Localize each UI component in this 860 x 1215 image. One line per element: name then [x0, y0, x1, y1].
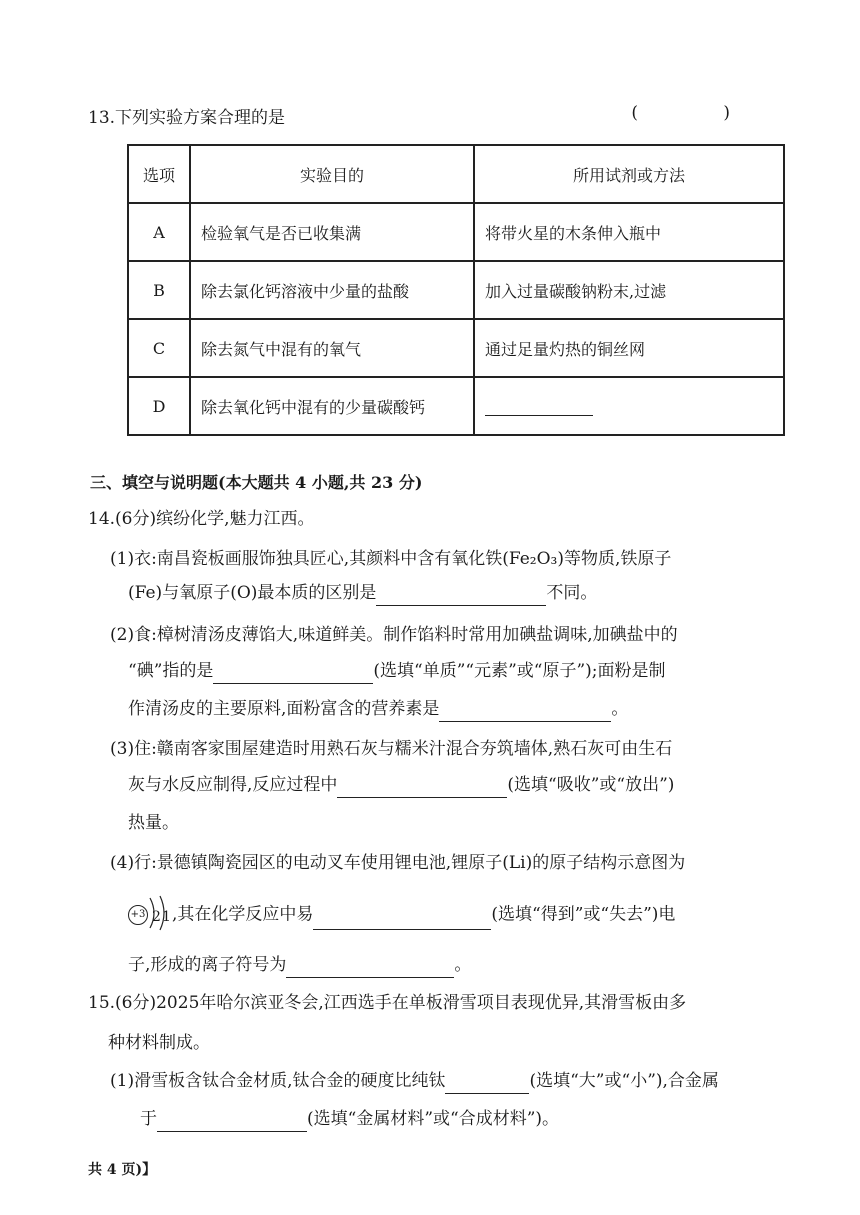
text: (选填“得到”或“失去”)电	[491, 904, 676, 925]
text: 不同。	[546, 583, 598, 603]
text: (选填“大”或“小”),合金属	[529, 1071, 719, 1091]
table-header-row	[128, 145, 784, 203]
text: 灰与水反应制得,反应过程中	[128, 775, 338, 795]
purpose-cell: 除去氧化钙中混有的少量碳酸钙	[190, 377, 474, 435]
text: 。	[611, 699, 629, 719]
q15-part1-line1	[110, 1068, 719, 1094]
table-row	[128, 261, 784, 319]
q14-part2-line2	[128, 658, 666, 684]
answer-blank[interactable]	[286, 957, 454, 978]
option-letter: D	[128, 377, 190, 435]
text: (1)滑雪板含钛合金材质,钛合金的硬度比纯钛	[110, 1071, 446, 1091]
page-footer: 共 4 页)】	[88, 1162, 157, 1178]
q14-part2-line1: (2)食:樟树清汤皮薄馅大,味道鲜美。制作馅料时常用加碘盐调味,加碘盐中的	[110, 625, 678, 645]
option-letter: B	[128, 261, 190, 319]
header-purpose: 实验目的	[190, 145, 474, 203]
answer-blank[interactable]	[337, 777, 507, 798]
header-option: 选项	[128, 145, 190, 203]
answer-blank[interactable]	[445, 1073, 529, 1094]
lithium-atom-diagram	[128, 900, 172, 930]
text: “碘”指的是	[128, 661, 214, 681]
section-heading: 三、填空与说明题(本大题共 4 小题,共 23 分)	[90, 473, 423, 492]
q14-part2-line3	[128, 696, 628, 722]
text: 于	[140, 1109, 157, 1129]
purpose-cell: 检验氧气是否已收集满	[190, 203, 474, 261]
q15-part1-line2	[140, 1106, 559, 1132]
method-cell: 通过足量灼热的铜丝网	[474, 319, 784, 377]
answer-blank[interactable]	[157, 1111, 307, 1132]
q14-part1-line1: (1)衣:南昌瓷板画服饰独具匠心,其颜料中含有氧化铁(Fe₂O₃)等物质,铁原子	[110, 549, 672, 569]
text: (选填“单质”“元素”或“原子”);面粉是制	[373, 661, 666, 681]
text: ,其在化学反应中易	[172, 904, 314, 925]
shell-1-electrons: 2	[152, 909, 161, 925]
text: (选填“吸收”或“放出”)	[507, 775, 675, 795]
text: 。	[454, 955, 472, 975]
q14-part3-line1: (3)住:赣南客家围屋建造时用熟石灰与糯米汁混合夯筑墙体,熟石灰可由生石	[110, 739, 673, 759]
answer-blank[interactable]	[485, 397, 593, 416]
nucleus-charge: +3	[128, 905, 148, 925]
text: (Fe)与氧原子(O)最本质的区别是	[128, 583, 377, 603]
q14-part3-line2	[128, 772, 674, 798]
method-cell-blank[interactable]	[474, 377, 784, 435]
question-15-line2: 种材料制成。	[108, 1033, 210, 1053]
option-letter: A	[128, 203, 190, 261]
options-table	[127, 144, 785, 436]
q14-part4-line1: (4)行:景德镇陶瓷园区的电动叉车使用锂电池,锂原子(Li)的原子结构示意图为	[110, 853, 686, 873]
text: (选填“金属材料”或“合成材料”)。	[307, 1109, 560, 1129]
method-cell: 将带火星的木条伸入瓶中	[474, 203, 784, 261]
answer-blank[interactable]	[376, 585, 546, 606]
header-method: 所用试剂或方法	[474, 145, 784, 203]
purpose-cell: 除去氮气中混有的氧气	[190, 319, 474, 377]
question-13-stem	[88, 103, 770, 129]
table-row	[128, 319, 784, 377]
text: 作清汤皮的主要原料,面粉富含的营养素是	[128, 699, 440, 719]
option-letter: C	[128, 319, 190, 377]
table-row	[128, 377, 784, 435]
shell-2-electrons: 1	[162, 909, 171, 925]
purpose-cell: 除去氯化钙溶液中少量的盐酸	[190, 261, 474, 319]
table-row	[128, 203, 784, 261]
q14-part3-line3: 热量。	[128, 813, 179, 833]
q14-part4-line3	[128, 952, 471, 978]
answer-blank[interactable]	[439, 701, 611, 722]
q14-part1-line2	[128, 580, 597, 606]
text: 子,形成的离子符号为	[128, 955, 287, 975]
q14-part4-line2	[128, 900, 675, 930]
answer-blank[interactable]	[313, 909, 491, 930]
method-cell: 加入过量碳酸钠粉末,过滤	[474, 261, 784, 319]
question-14-title: 14.(6分)缤纷化学,魅力江西。	[88, 509, 315, 529]
answer-blank[interactable]	[213, 663, 373, 684]
answer-bracket: ( )	[631, 103, 770, 123]
question-13-text: 13.下列实验方案合理的是	[88, 108, 286, 128]
question-15-line1: 15.(6分)2025年哈尔滨亚冬会,江西选手在单板滑雪项目表现优异,其滑雪板由多	[88, 993, 687, 1013]
